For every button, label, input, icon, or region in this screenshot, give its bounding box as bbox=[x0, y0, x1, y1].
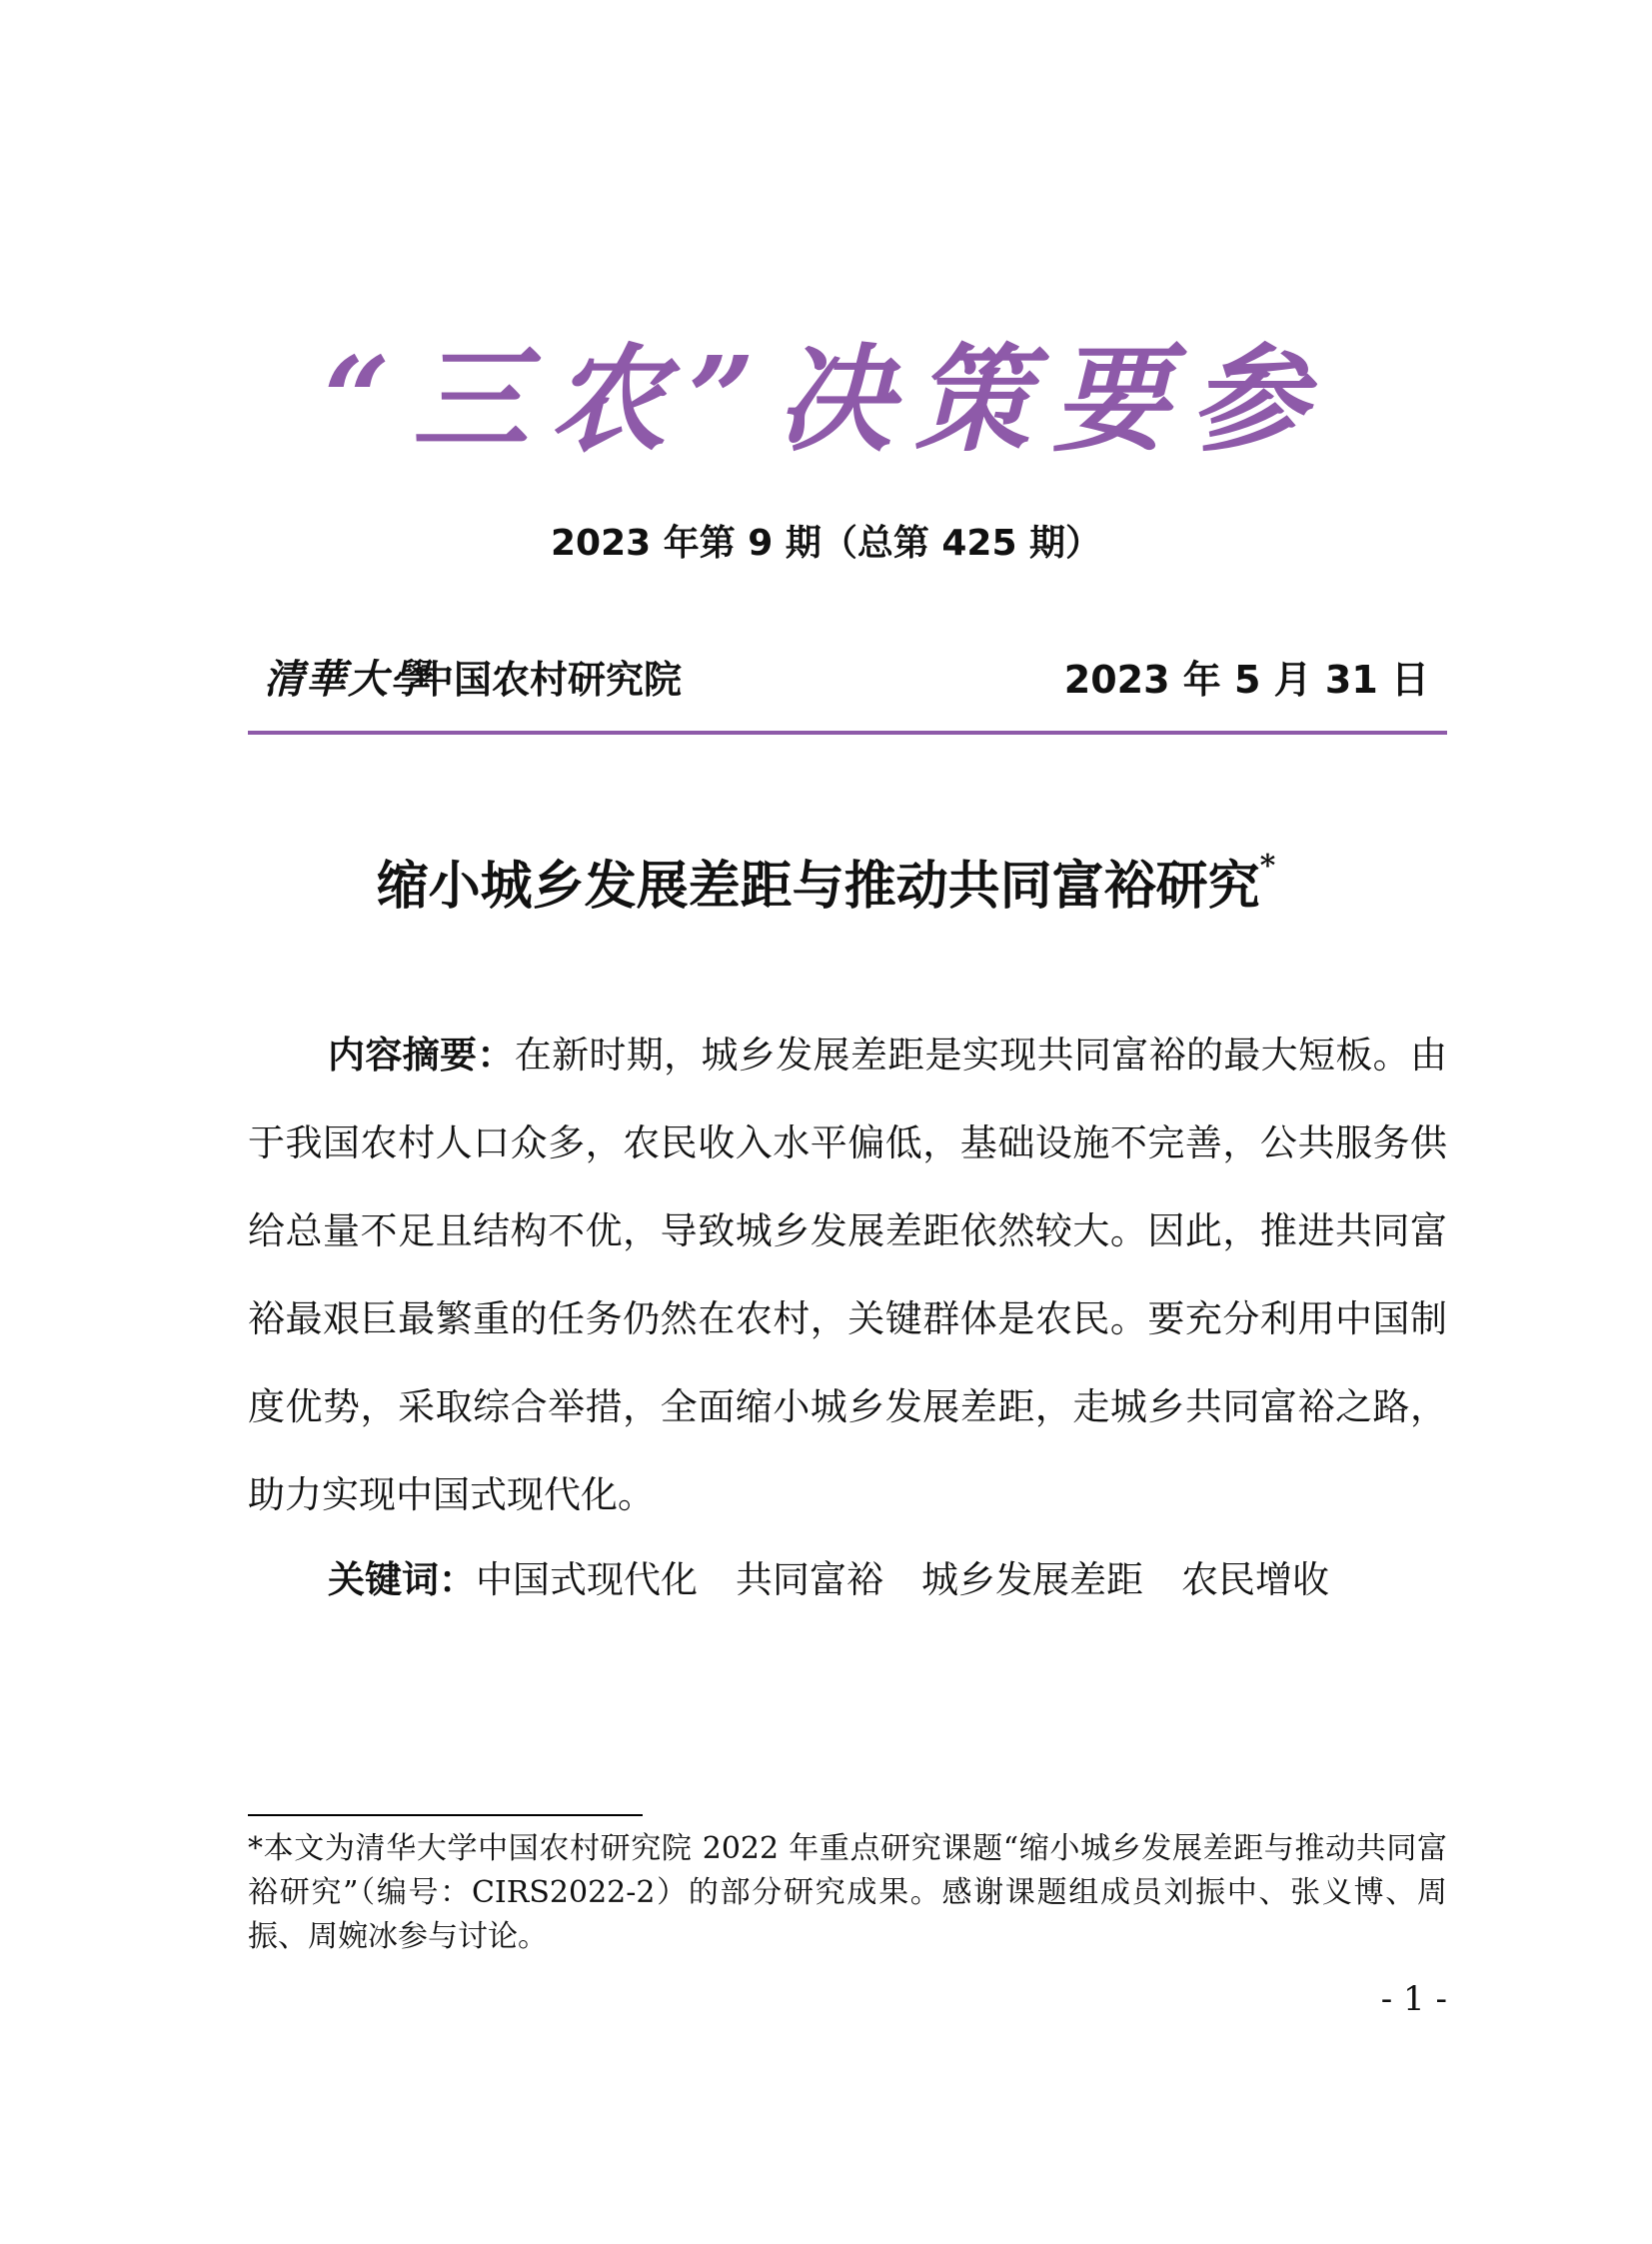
article-title bbox=[0, 849, 1652, 922]
org-header bbox=[248, 652, 1447, 708]
publication-date: 2023 年 5 月 31 日 bbox=[1063, 658, 1429, 702]
university-logo-text: 清華大學 bbox=[264, 656, 432, 703]
abstract-label: 内容摘要： bbox=[328, 1034, 515, 1077]
abstract-paragraph bbox=[248, 1012, 1447, 1539]
title-footnote-marker: * bbox=[1259, 849, 1276, 884]
page-number: - 1 - bbox=[1380, 1979, 1447, 2019]
keyword-item: 城乡发展差距 bbox=[921, 1558, 1143, 1601]
keyword-item: 农民增收 bbox=[1181, 1558, 1329, 1601]
keyword-item: 共同富裕 bbox=[736, 1558, 883, 1601]
abstract-text: 在新时期，城乡发展差距是实现共同富裕的最大短板。由于我国农村人口众多，农民收入水平偏低，基础设施不完善，公共服务供给总量不足且结构不优，导致城乡发展差距依然较大。因此，推进共同富裕最艰巨最繁重的任务仍然在农村，关键群体是农民。要充分利用中国制度优势，采取综合举措，全面缩小城乡发展差距，走城乡共同富裕之路，助力实现中国式现代化。 bbox=[248, 1034, 1448, 1516]
masthead-title: “三农”决策要参 bbox=[323, 332, 1329, 468]
keyword-item: 中国式现代化 bbox=[476, 1558, 698, 1601]
footnote: *本文为清华大学中国农村研究院 2022 年重点研究课题“缩小城乡发展差距与推动共同富裕研究”（编号：CIRS2022-2）的部分研究成果。感谢课题组成员刘振中、张义博、周振、周婉冰参与讨论。 bbox=[248, 1831, 1447, 1954]
footnote-divider bbox=[248, 1814, 643, 1816]
keywords-line bbox=[328, 1536, 1447, 1624]
header-divider bbox=[248, 731, 1447, 735]
institute-name: 中国农村研究院 bbox=[416, 658, 683, 702]
issue-number: 2023 年第 9 期（总第 425 期） bbox=[550, 523, 1102, 564]
article-title-text: 缩小城乡发展差距与推动共同富裕研究 bbox=[376, 856, 1260, 917]
keywords-label: 关键词： bbox=[328, 1558, 476, 1601]
